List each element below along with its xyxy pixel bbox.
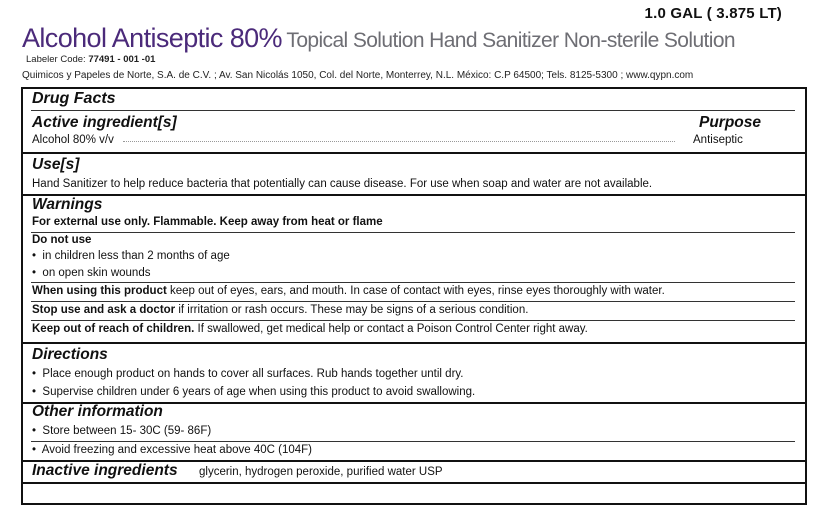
company-info: Quimicos y Papeles de Norte, S.A. de C.V. ; Av. San Nicolás 1050, Col. del Norte, Monterrey, N.L. México: C.P 64500; Tels. 8125-5300 ; www.qypn.com	[22, 70, 694, 81]
direction-item: • Supervise children under 6 years of age when using this product to avoid swallowing.	[32, 386, 476, 398]
keep-out-of-reach-warning: Keep out of reach of children. If swallowed, get medical help or contact a Poison Control Center right away.	[32, 323, 588, 335]
title-divider	[31, 110, 795, 111]
other-info-item: • Store between 15- 30C (59- 86F)	[32, 425, 212, 437]
product-subtitle: Topical Solution Hand Sanitizer Non-sterile Solution	[286, 29, 735, 52]
other-info-heading: Other information	[32, 403, 163, 420]
active-ingredient: Alcohol 80% v/v	[32, 134, 114, 146]
labeler-code-value: 77491 - 001 -01	[88, 54, 156, 65]
labeler-label: Labeler Code:	[26, 54, 86, 65]
uses-heading: Use[s]	[32, 156, 80, 173]
other-info-divider	[31, 441, 795, 442]
inactive-ingredients-heading: Inactive ingredients	[32, 462, 178, 479]
purpose: Antiseptic	[693, 134, 743, 146]
leader-dots	[123, 141, 675, 142]
section-divider	[23, 482, 805, 484]
warning-divider	[31, 232, 795, 233]
active-ingredient-heading: Active ingredient[s]	[32, 114, 177, 131]
section-divider	[23, 152, 805, 154]
purpose-heading: Purpose	[698, 114, 761, 131]
do-not-use-item: • in children less than 2 months of age	[32, 250, 230, 262]
warning-divider	[31, 301, 795, 302]
stop-use-warning: Stop use and ask a doctor if irritation or rash occurs. These may be signs of a serious condition.	[32, 304, 529, 316]
do-not-use-item: • on open skin wounds	[32, 267, 151, 279]
product-name: Alcohol Antiseptic 80%	[22, 23, 282, 53]
other-info-item: • Avoid freezing and excessive heat above 40C (104F)	[32, 444, 312, 456]
section-divider	[23, 194, 805, 196]
direction-item: • Place enough product on hands to cover all surfaces. Rub hands together until dry.	[32, 368, 464, 380]
external-use-warning: For external use only. Flammable. Keep away from heat or flame	[32, 216, 383, 228]
drug-facts-panel	[21, 87, 807, 505]
warning-divider	[31, 320, 795, 321]
drug-facts-title: Drug Facts	[32, 90, 116, 107]
warning-divider	[31, 282, 795, 283]
inactive-ingredients-text: glycerin, hydrogen peroxide, purified water USP	[199, 466, 443, 478]
do-not-use-heading: Do not use	[32, 234, 92, 246]
warnings-heading: Warnings	[32, 196, 103, 213]
product-title-line	[22, 23, 735, 54]
when-using-warning: When using this product keep out of eyes, ears, and mouth. In case of contact with eyes, rinse eyes thoroughly with water.	[32, 285, 665, 297]
net-contents: 1.0 GAL ( 3.875 LT)	[644, 5, 782, 22]
section-divider	[23, 342, 805, 344]
uses-text: Hand Sanitizer to help reduce bacteria that potentially can cause disease. For use when soap and water are not available.	[32, 178, 653, 190]
labeler-code	[26, 54, 155, 65]
directions-heading: Directions	[32, 346, 108, 363]
